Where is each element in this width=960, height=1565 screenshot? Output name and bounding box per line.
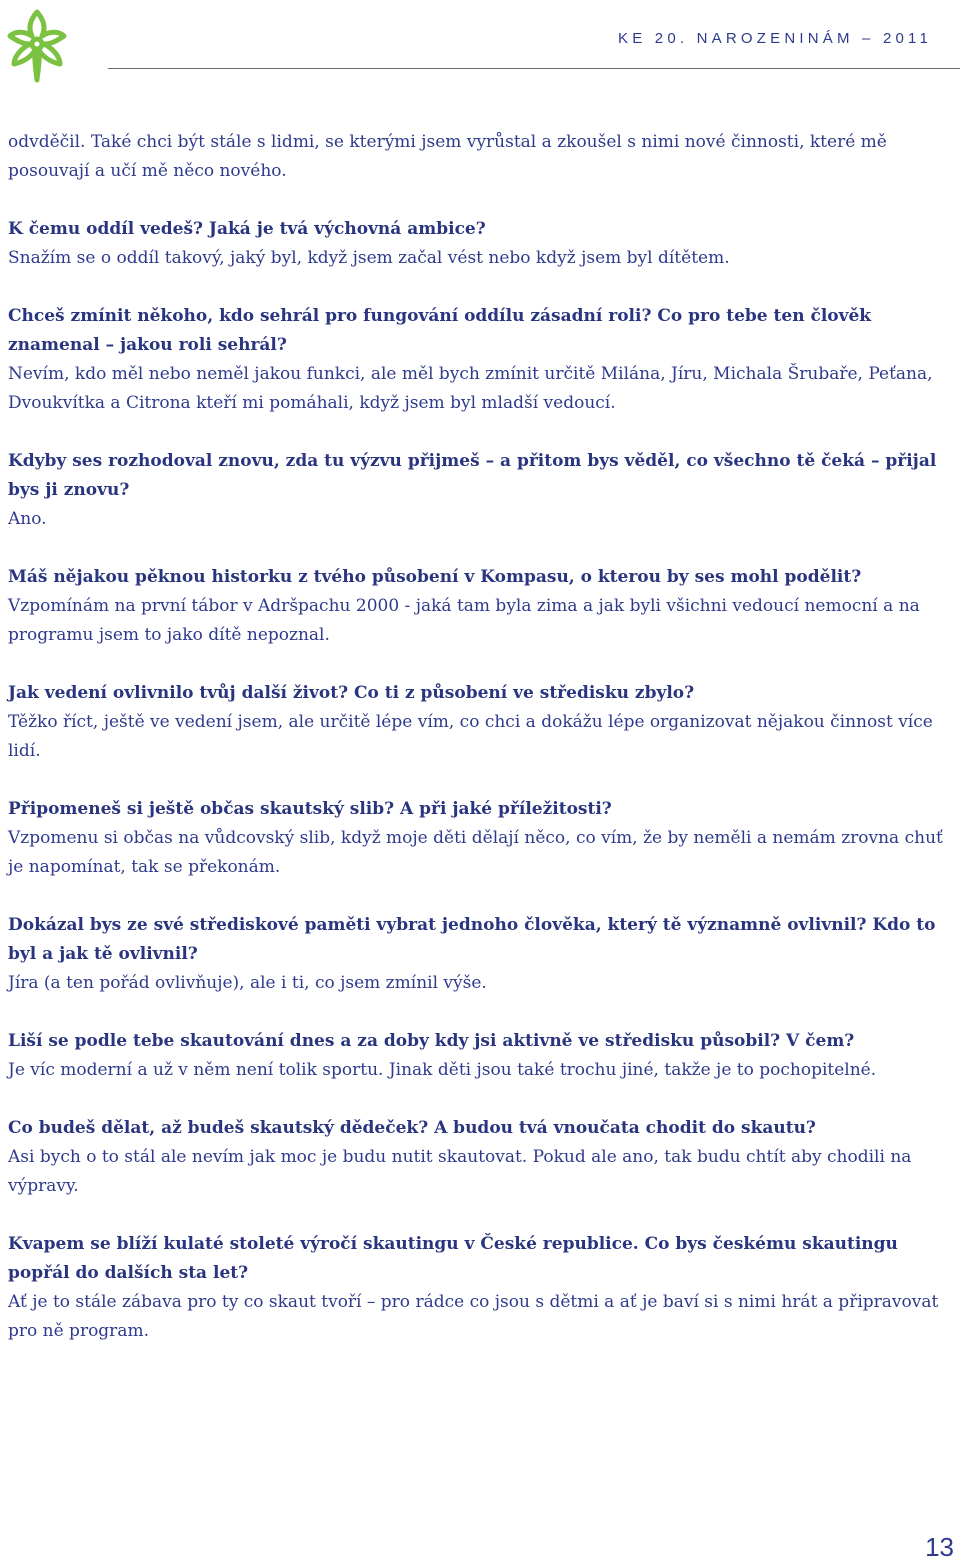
answer: Vzpomínám na první tábor v Adršpachu 2000 - jaká tam byla zima a jak byli všichni vedoucí nemocní a na programu jsem to jako dítě nepoznal. (8, 596, 920, 645)
qa-item (8, 911, 958, 998)
qa-item (8, 679, 958, 766)
qa-item (8, 1114, 958, 1201)
question: Jak vedení ovlivnilo tvůj další život? Co ti z působení ve středisku zbylo? (8, 683, 695, 703)
question: Kdyby ses rozhodoval znovu, zda tu výzvu přijmeš – a přitom bys věděl, co všechno tě čeká – přijal bys ji znovu? (8, 451, 937, 500)
header-divider (108, 68, 960, 69)
qa-item (8, 1230, 958, 1346)
qa-item (8, 1027, 958, 1085)
answer: Nevím, kdo měl nebo neměl jakou funkci, ale měl bych zmínit určitě Milána, Jíru, Michala Šrubaře, Peťana, Dvoukvítka a Citrona kteří mi pomáhali, když jsem byl mladší vedoucí. (8, 364, 933, 413)
question: Co budeš dělat, až budeš skautský dědeček? A budou tvá vnoučata chodit do skautu? (8, 1118, 816, 1138)
answer: Těžko říct, ještě ve vedení jsem, ale určitě lépe vím, co chci a dokážu lépe organizovat nějakou činnost více lidí. (8, 712, 933, 761)
answer: Je víc moderní a už v něm není tolik sportu. Jinak děti jsou také trochu jiné, takže je to pochopitelné. (8, 1060, 877, 1080)
answer: Ano. (8, 509, 47, 529)
question: Máš nějakou pěknou historku z tvého působení v Kompasu, o kterou by ses mohl podělit? (8, 567, 862, 587)
qa-item (8, 215, 958, 273)
question: Chceš zmínit někoho, kdo sehrál pro fungování oddílu zásadní roli? Co pro tebe ten člověk znamenal – jakou roli sehrál? (8, 306, 872, 355)
lily-emblem-icon (2, 6, 72, 86)
page-number: 13 (925, 1532, 954, 1562)
answer: Ať je to stále zábava pro ty co skaut tvoří – pro rádce co jsou s dětmi a ať je baví si s nimi hrát a připravovat pro ně program. (8, 1292, 939, 1341)
header-title: KE 20. NAROZENINÁM – 2011 (618, 30, 932, 47)
intro-paragraph: odvděčil. Také chci být stále s lidmi, se kterými jsem vyrůstal a zkoušel s nimi nové činnosti, které mě posouvají a učí mě něco nového. (8, 132, 887, 181)
question: Připomeneš si ještě občas skautský slib? A při jaké příležitosti? (8, 799, 612, 819)
question: Liší se podle tebe skautování dnes a za doby kdy jsi aktivně ve středisku působil? V čem? (8, 1031, 855, 1051)
question: Kvapem se blíží kulaté stoleté výročí skautingu v České republice. Co bys českému skautingu popřál do dalších sta let? (8, 1234, 898, 1283)
answer: Snažím se o oddíl takový, jaký byl, když jsem začal vést nebo když jsem byl dítětem. (8, 248, 730, 268)
question: Dokázal bys ze své střediskové paměti vybrat jednoho člověka, který tě významně ovlivnil? Kdo to byl a jak tě ovlivnil? (8, 915, 936, 964)
answer: Vzpomenu si občas na vůdcovský slib, když moje děti dělají něco, co vím, že by neměli a nemám zrovna chuť je napomínat, tak se překonám. (8, 828, 943, 877)
answer: Asi bych o to stál ale nevím jak moc je budu nutit skautovat. Pokud ale ano, tak budu chtít aby chodili na výpravy. (8, 1147, 912, 1196)
qa-item (8, 563, 958, 650)
qa-item (8, 302, 958, 418)
interview-content (8, 128, 958, 1375)
answer: Jíra (a ten pořád ovlivňuje), ale i ti, co jsem zmínil výše. (8, 973, 487, 993)
qa-item (8, 795, 958, 882)
qa-item (8, 447, 958, 534)
question: K čemu oddíl vedeš? Jaká je tvá výchovná ambice? (8, 219, 486, 239)
